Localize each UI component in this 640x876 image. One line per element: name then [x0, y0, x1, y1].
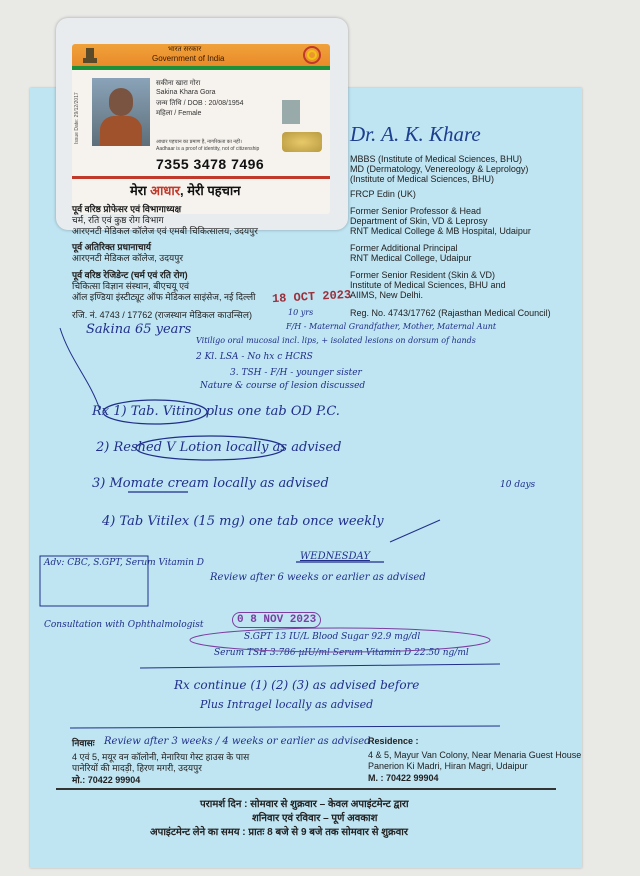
qual-frcp: FRCP Edin (UK) — [350, 189, 416, 199]
hindi-line-7: चिकित्सा विज्ञान संस्थान, बीएचयू एवं — [72, 281, 190, 291]
hindi-line-4: पूर्व अतिरिक्त प्रधानाचार्य — [72, 242, 151, 252]
consultation-days: परामर्श दिन : सोमवार से शुक्रवार – केवल अपाइंटमेन्ट द्वारा — [200, 799, 409, 810]
rx-line-4: 4) Tab Vitilex (15 mg) one tab once weekly — [102, 514, 384, 529]
holder-dob: जन्म तिथि / DOB : 20/08/1954 — [156, 100, 244, 107]
qual-mbbs: MBBS (Institute of Medical Sciences, BHU) — [350, 154, 523, 164]
hindi-line-8: ऑल इण्डिया इंस्टीट्यूट ऑफ मेडिकल साइंसेज, नई दिल्ली — [72, 292, 256, 302]
residence-phone: M. : 70422 99904 — [368, 773, 439, 783]
lab-results-1: S.GPT 13 IU/L Blood Sugar 92.9 mg/dl — [244, 632, 421, 642]
hindi-reg: रजि. नं. 4743 / 17762 (राजस्थान मेडिकल काउन्सिल) — [72, 310, 252, 320]
hindi-line-2: चर्म, रति एवं कुष्ठ रोग विभाग — [72, 215, 164, 225]
counselling-note: Nature & course of lesion discussed — [200, 381, 366, 391]
residence-address-2: Panerion Ki Madri, Hiran Magri, Udaipur — [368, 761, 528, 771]
residence-label: Residence : — [368, 736, 419, 746]
govt-english: Government of India — [152, 54, 225, 63]
hindi-line-1: पूर्व वरिष्ठ प्रोफेसर एवं विभागाध्यक्ष — [72, 204, 182, 214]
date-stamp-nov: 0 8 NOV 2023 — [232, 612, 321, 628]
registration-number: Reg. No. 4743/17762 (Rajasthan Medical Council) — [350, 308, 551, 318]
govt-hindi: भारत सरकार — [168, 46, 202, 53]
aadhaar-number: 7355 3478 7496 — [156, 156, 265, 172]
role-resident: Former Senior Resident (Skin & VD) — [350, 270, 496, 280]
role-professor: Former Senior Professor & Head — [350, 206, 482, 216]
review-note: Review after 6 weeks or earlier as advised — [210, 572, 426, 583]
role-department: Department of Skin, VD & Leprosy — [350, 216, 488, 226]
weekday-note: WEDNESDAY — [300, 551, 370, 562]
rx-continue: Rx continue (1) (2) (3) as advised before — [174, 678, 420, 692]
role-college: RNT Medical College & MB Hospital, Udaipur — [350, 226, 531, 236]
residence-hindi-1: 4 एवं 5, मयूर वन कॉलोनी, मेनारिया गेस्ट हाउस के पास — [72, 752, 250, 762]
rx-additional: Plus Intragel locally as advised — [200, 698, 374, 711]
proof-hindi: आधार पहचान का प्रमाण है, नागरिकता का नहीं। — [156, 139, 242, 145]
rx-line-3-duration: 10 days — [500, 480, 536, 490]
duration-note: 10 yrs — [288, 308, 314, 317]
review-note-2: Review after 3 weeks / 4 weeks or earlier as advised — [104, 736, 371, 747]
diagnosis-note: Vitiligo oral mucosal incl. lips, + isolated lesions on dorsum of hands — [196, 336, 476, 345]
footer-divider — [56, 788, 556, 790]
residence-hindi-2: पानेरियों की मादड़ी, हिरण मगरी, उदयपुर — [72, 763, 202, 773]
holder-name-hindi: सकीना खारा गोरा — [156, 80, 201, 87]
hindi-line-3: आरएनटी मेडिकल कॉलेज एवं एमबी चिकित्सालय, उदयपुर — [72, 226, 258, 236]
role-resident-aiims: AIIMS, New Delhi. — [350, 290, 424, 300]
rx-line-2: 2) Reshed V Lotion locally as advised — [96, 440, 342, 455]
family-history-note: F/H - Maternal Grandfather, Mother, Maternal Aunt — [286, 322, 497, 331]
proof-english: Aadhaar is a proof of identity, not of citizenship — [156, 146, 260, 152]
role-resident-institute: Institute of Medical Sciences, BHU and — [350, 280, 506, 290]
issue-date: Issue Date: 29/12/2017 — [74, 92, 80, 144]
date-stamp-oct: 18 OCT 2023 — [271, 287, 352, 307]
appointment-timing: अपाइंटमेन्ट लेने का समय : प्रातः 8 बजे से 9 बजे तक सोमवार से शुक्रवार — [150, 827, 408, 838]
patient-name-age: Sakina 65 years — [86, 322, 192, 337]
holder-name: Sakina Khara Gora — [156, 89, 216, 96]
hindi-line-6: पूर्व वरिष्ठ रेजिडेन्ट (चर्म एवं रति रोग) — [72, 270, 188, 280]
ophthalmology-referral: Consultation with Ophthalmologist — [44, 620, 204, 630]
history-line-2: 2 Kl. LSA - No hx c HCRS — [196, 352, 313, 362]
rx-line-1: Rx 1) Tab. Vitino plus one tab OD P.C. — [92, 404, 340, 419]
lab-results-2: Serum TSH 3.786 µIU/ml Serum Vitamin D 22.50 ng/ml — [214, 648, 469, 658]
residence-hindi-phone: मो.: 70422 99904 — [72, 775, 141, 785]
history-line-3: 3. TSH - F/H - younger sister — [230, 368, 362, 378]
role-principal-college: RNT Medical College, Udaipur — [350, 253, 472, 263]
qual-md: MD (Dermatology, Venereology & Leprology) — [350, 164, 529, 174]
investigations-advised: Adv: CBC, S.GPT, Serum Vitamin D — [44, 558, 205, 568]
holder-gender: महिला / Female — [156, 110, 202, 117]
hindi-line-5: आरएनटी मेडिकल कॉलेज, उदयपुर — [72, 253, 184, 263]
qual-md-institute: (Institute of Medical Sciences, BHU) — [350, 174, 495, 184]
residence-label-hindi: निवासः — [72, 738, 95, 748]
aadhaar-slogan: मेरा आधार, मेरी पहचान — [130, 183, 241, 198]
weekend-holiday: शनिवार एवं रविवार – पूर्ण अवकाश — [252, 813, 378, 824]
rx-line-3: 3) Momate cream locally as advised — [92, 476, 329, 491]
role-principal: Former Additional Principal — [350, 243, 458, 253]
doctor-name: Dr. A. K. Khare — [350, 122, 481, 146]
residence-address-1: 4 & 5, Mayur Van Colony, Near Menaria Guest House — [368, 750, 582, 760]
